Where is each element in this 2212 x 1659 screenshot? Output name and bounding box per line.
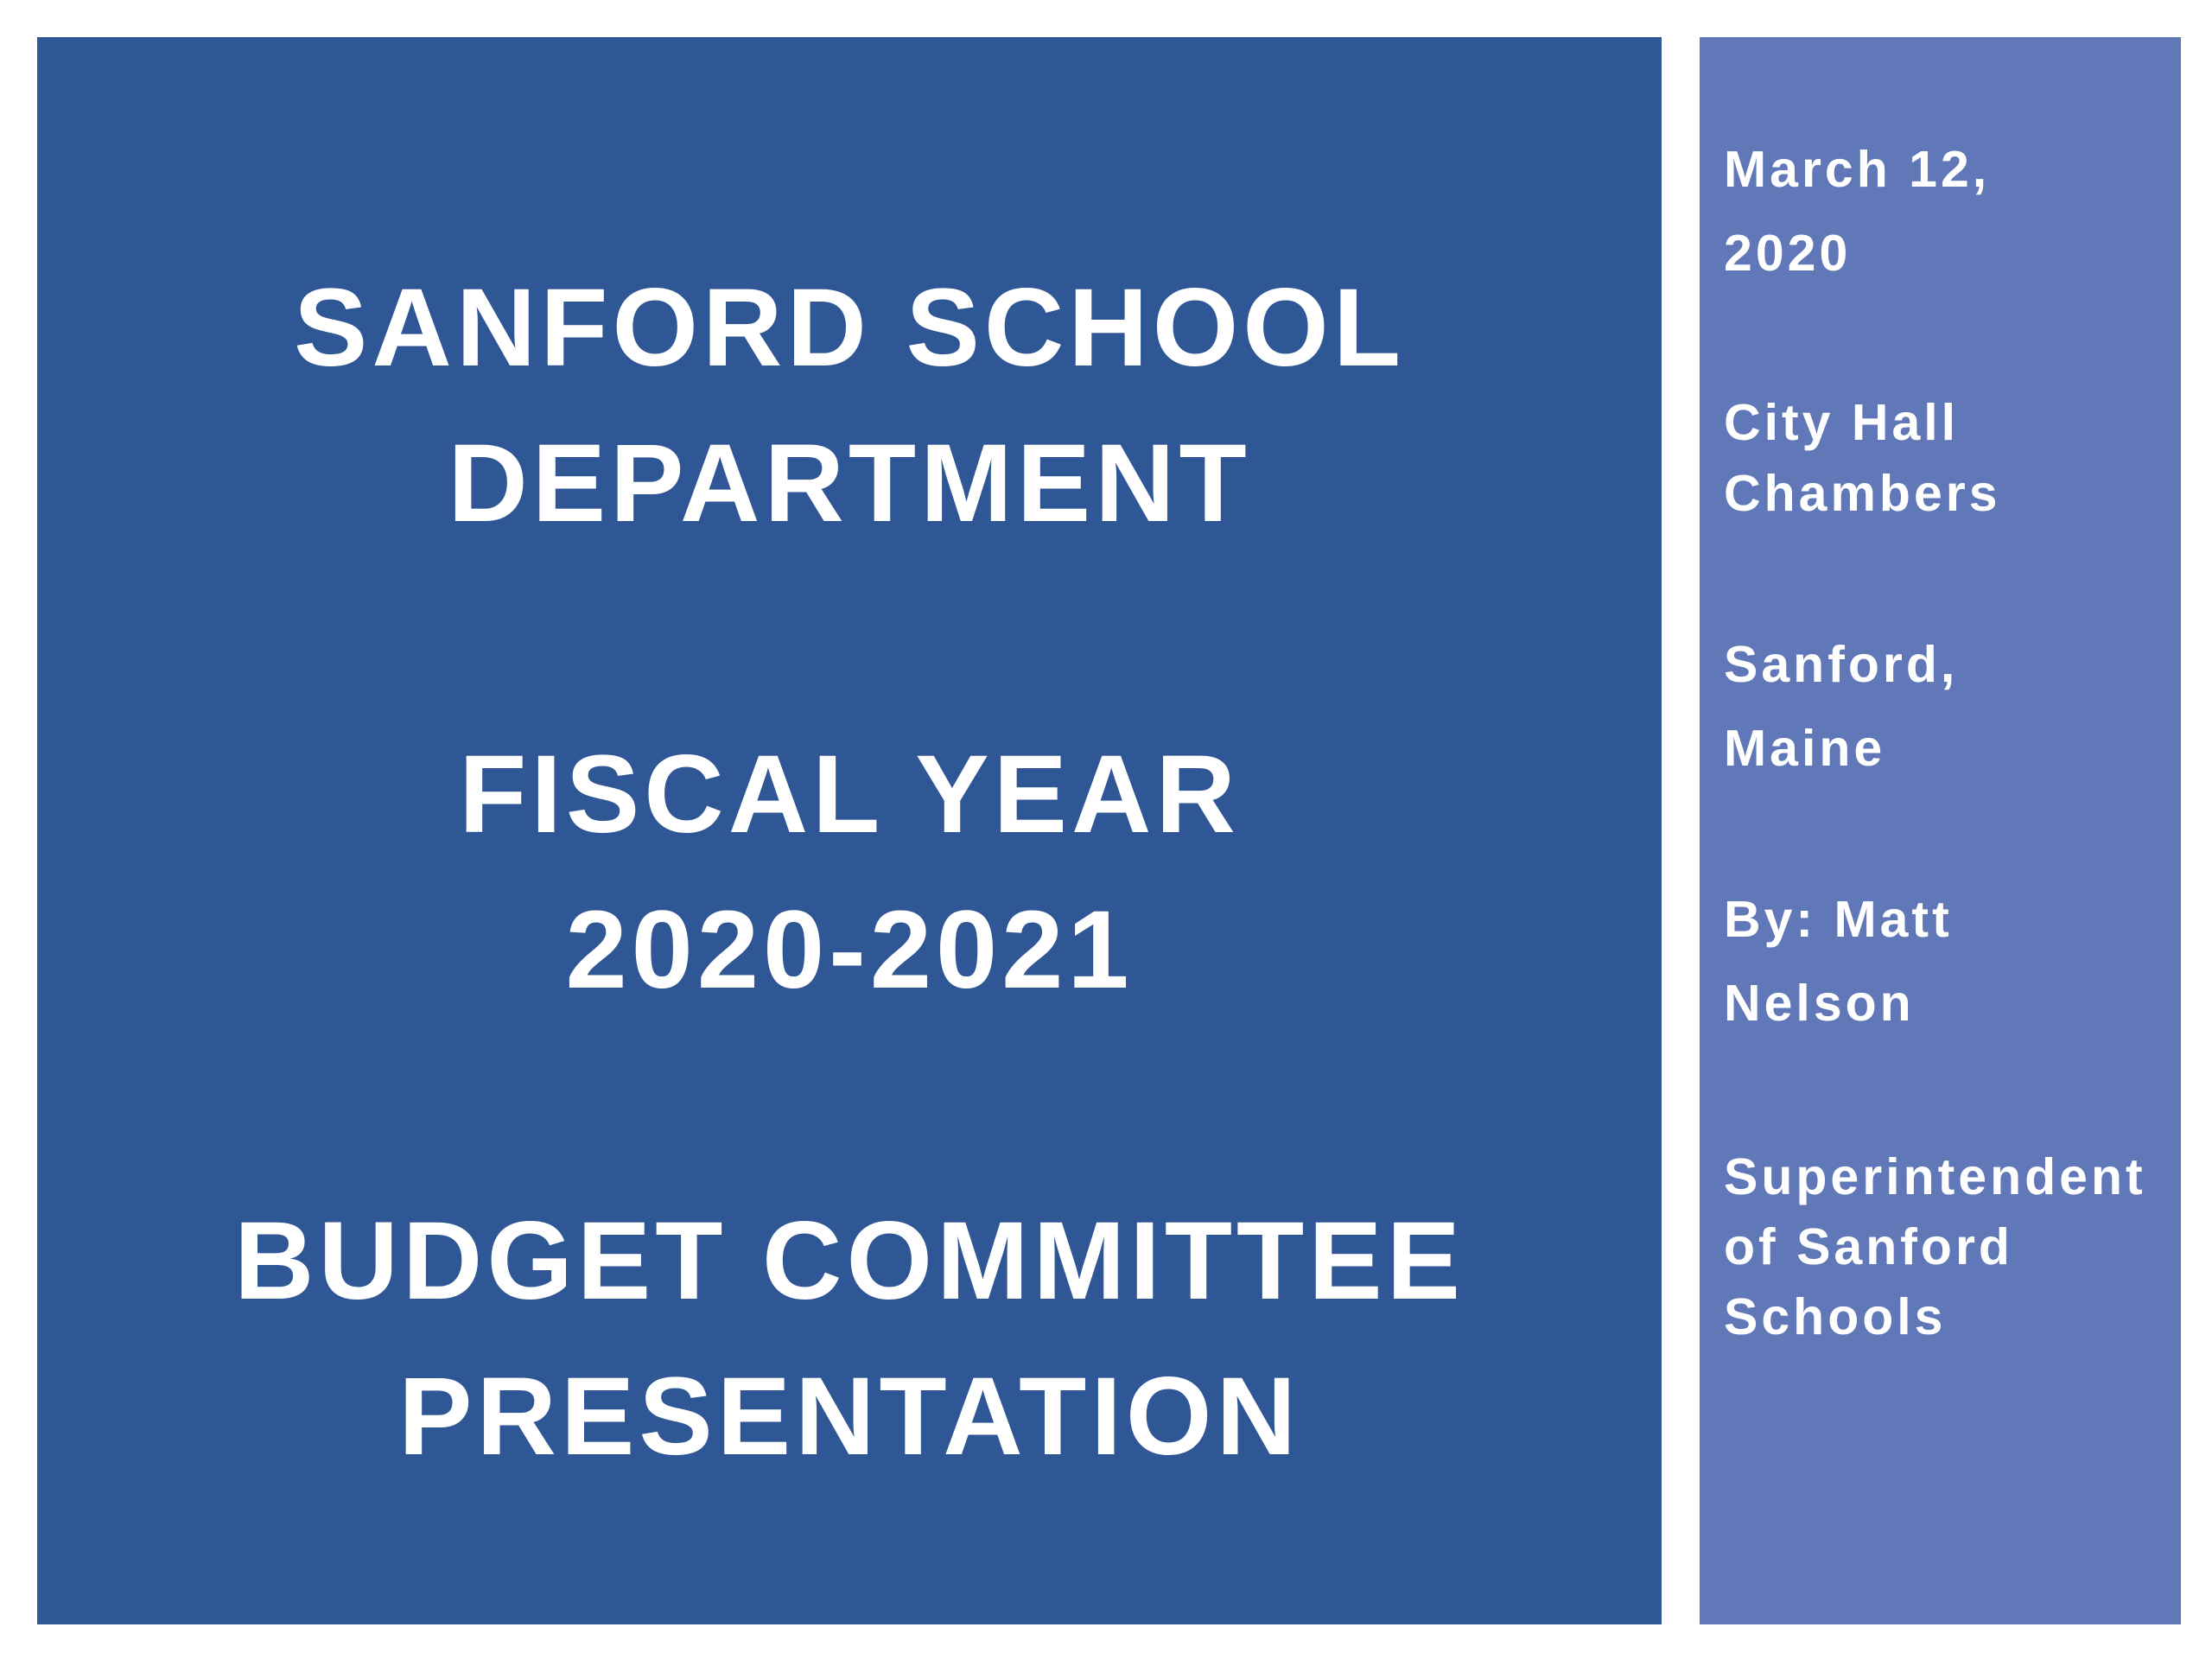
date-line-2: 2020 [1724, 225, 1852, 282]
title-line-2: DEPARTMENT [448, 422, 1251, 545]
role-line-1: Superintendent [1724, 1148, 2146, 1205]
title-line-6: PRESENTATION [398, 1355, 1300, 1478]
location-line-2: Maine [1724, 720, 1886, 777]
location-line-1: Sanford, [1724, 636, 1959, 693]
title-line-3: FISCAL YEAR [459, 733, 1240, 856]
title-panel [37, 37, 1662, 1624]
venue-line-1: City Hall [1724, 394, 1960, 451]
presenter-line-1: By: Matt [1724, 891, 1953, 948]
venue-line-2: Chambers [1724, 465, 2001, 522]
presenter-line-2: Nelson [1724, 975, 1915, 1032]
title-line-1: SANFORD SCHOOL [294, 266, 1405, 390]
details-sidebar [1700, 37, 2181, 1624]
title-line-5: BUDGET COMMITTEE [234, 1199, 1465, 1323]
date-line-1: March 12, [1724, 141, 1991, 198]
role-line-3: Schools [1724, 1288, 1947, 1345]
role-line-2: of Sanford [1724, 1218, 2013, 1275]
title-line-4: 2020-2021 [565, 888, 1134, 1012]
